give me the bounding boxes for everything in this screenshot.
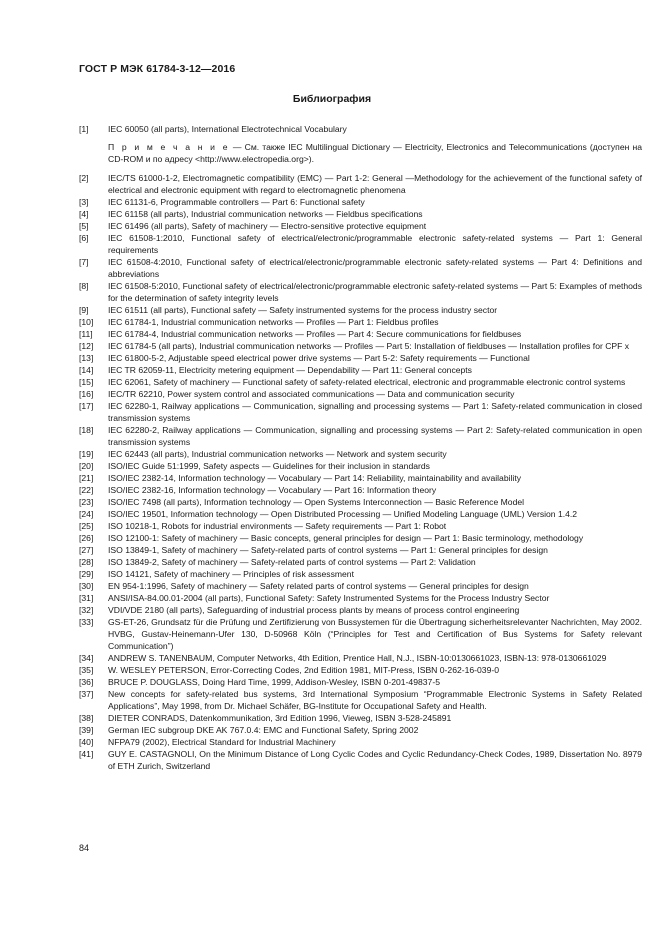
reference-text: IEC 61784-1, Industrial communication networks — Profiles — Part 1: Fieldbus profiles (108, 317, 439, 327)
reference-text: IEC 62280-1, Railway applications — Communication, signalling and processing systems — Part 1: Safety-related communication in closed transmission systems (108, 401, 642, 423)
reference-text: New concepts for safety-related bus systems, 3rd International Symposium “Programmable Electronic Systems in Safety Related Applications”, May 1998, from Dr. Michael Schäfer, BG-Institute for Occupational Safety and Health. (108, 689, 642, 711)
reference-item (79, 232, 642, 256)
reference-item (79, 460, 642, 472)
document-header: ГОСТ Р МЭК 61784-3-12—2016 (79, 63, 236, 75)
reference-text: IEC 62061, Safety of machinery — Functional safety of safety-related electrical, electronic and programmable electronic control systems (108, 377, 626, 387)
reference-number: [35] (79, 665, 94, 675)
reference-note (108, 141, 642, 165)
reference-text: GS-ET-26, Grundsatz für die Prüfung und Zertifizierung von Bussystemen für die Übertragung sicherheitsrelevanter Nachrichten, May 2002. HVBG, Gustav-Heinemann-Ufer 130, D-50968 Köln (“Principles for Test and Certification of Bus Systems for Safety relevant Communication”) (108, 617, 642, 651)
note-text: — См. также IEC Multilingual Dictionary — Electricity, Electronics and Telecommunications (доступен на CD-ROM и по адресу <http://www.electropedia.org>). (108, 142, 642, 164)
section-title: Библиография (292, 93, 372, 105)
reference-number: [20] (79, 461, 94, 471)
reference-item (79, 364, 642, 376)
reference-number: [39] (79, 725, 94, 735)
reference-text: IEC 61508-4:2010, Functional safety of electrical/electronic/programmable electronic safety-related systems — Part 4: Definitions and abbreviations (108, 257, 642, 279)
reference-text: IEC/TR 62210, Power system control and associated communications — Data and communication security (108, 389, 515, 399)
reference-number: [23] (79, 497, 94, 507)
reference-text: ISO 13849-2, Safety of machinery — Safety-related parts of control systems — Part 2: Validation (108, 557, 476, 567)
reference-number: [2] (79, 173, 89, 183)
reference-number: [21] (79, 473, 94, 483)
reference-text: IEC 61131-6, Programmable controllers — Part 6: Functional safety (108, 197, 365, 207)
reference-text: ISO 12100-1: Safety of machinery — Basic concepts, general principles for design — Part 1: Basic terminology, methodology (108, 533, 584, 543)
reference-text: German IEC subgroup DKE AK 767.0.4: EMC and Functional Safety, Spring 2002 (108, 725, 419, 735)
reference-number: [7] (79, 257, 89, 267)
reference-item (79, 220, 642, 232)
reference-number: [31] (79, 593, 94, 603)
reference-item (79, 424, 642, 448)
reference-item (79, 208, 642, 220)
reference-text: ISO 14121, Safety of machinery — Principles of risk assessment (108, 569, 354, 579)
reference-text: IEC 61508-1:2010, Functional safety of electrical/electronic/programmable electronic safety-related systems — Part 1: General requirements (108, 233, 642, 255)
reference-item (79, 484, 642, 496)
reference-number: [9] (79, 305, 89, 315)
reference-item (79, 556, 642, 568)
reference-item (79, 376, 642, 388)
reference-text: ISO 13849-1, Safety of machinery — Safety-related parts of control systems — Part 1: General principles for design (108, 545, 548, 555)
reference-item (79, 123, 642, 135)
reference-text: ISO/IEC 7498 (all parts), Information technology — Open Systems Interconnection — Basic Reference Model (108, 497, 525, 507)
reference-number: [14] (79, 365, 94, 375)
reference-number: [10] (79, 317, 94, 327)
reference-text: BRUCE P. DOUGLASS, Doing Hard Time, 1999, Addison-Wesley, ISBN 0-201-49837-5 (108, 677, 440, 687)
reference-number: [15] (79, 377, 94, 387)
reference-number: [22] (79, 485, 94, 495)
reference-item (79, 736, 642, 748)
reference-number: [3] (79, 197, 89, 207)
reference-item (79, 604, 642, 616)
reference-item (79, 352, 642, 364)
reference-item (79, 448, 642, 460)
reference-text: ISO/IEC Guide 51:1999, Safety aspects — Guidelines for their inclusion in standards (108, 461, 430, 471)
reference-item (79, 316, 642, 328)
reference-text: IEC 61511 (all parts), Functional safety — Safety instrumented systems for the process industry sector (108, 305, 498, 315)
reference-item (79, 592, 642, 604)
reference-number: [19] (79, 449, 94, 459)
note-label: П р и м е ч а н и е (108, 142, 230, 152)
reference-item (79, 508, 642, 520)
reference-item (79, 652, 642, 664)
reference-item (79, 328, 642, 340)
reference-number: [13] (79, 353, 94, 363)
reference-item (79, 712, 642, 724)
reference-number: [27] (79, 545, 94, 555)
reference-number: [4] (79, 209, 89, 219)
reference-item (79, 580, 642, 592)
reference-text: IEC 62443 (all parts), Industrial communication networks — Network and system security (108, 449, 447, 459)
reference-text: ISO/IEC 2382-14, Information technology — Vocabulary — Part 14: Reliability, maintainability and availability (108, 473, 522, 483)
reference-text: DIETER CONRADS, Datenkommunikation, 3rd Edition 1996, Vieweg, ISBN 3-528-245891 (108, 713, 452, 723)
reference-item (79, 388, 642, 400)
reference-item (79, 256, 642, 280)
reference-text: IEC 61784-4, Industrial communication networks — Profiles — Part 4: Secure communications for fieldbuses (108, 329, 522, 339)
reference-number: [11] (79, 329, 93, 339)
reference-number: [37] (79, 689, 94, 699)
reference-text: ISO/IEC 19501, Information technology — Open Distributed Processing — Unified Modeling Language (UML) Version 1.4.2 (108, 509, 578, 519)
reference-number: [1] (79, 124, 89, 134)
bibliography-list (79, 123, 642, 772)
reference-item (79, 472, 642, 484)
reference-text: IEC 60050 (all parts), International Electrotechnical Vocabulary (108, 124, 347, 134)
reference-text: IEC 62280-2, Railway applications — Communication, signalling and processing systems — Part 2: Safety-related communication in open transmission systems (108, 425, 642, 447)
reference-number: [12] (79, 341, 94, 351)
reference-text: IEC/TS 61000-1-2, Electromagnetic compatibility (EMC) — Part 1-2: General —Methodology for the achievement of the functional safety of electrical and electronic equipment with regard to electromagnetic phenomena (108, 173, 642, 195)
reference-item (79, 616, 642, 652)
reference-item (79, 340, 642, 352)
reference-item (79, 724, 642, 736)
reference-item (79, 748, 642, 772)
reference-item (79, 496, 642, 508)
reference-text: W. WESLEY PETERSON, Error-Correcting Codes, 2nd Edition 1981, MIT-Press, ISBN 0-262-16-039-0 (108, 665, 500, 675)
reference-text: IEC 61800-5-2, Adjustable speed electrical power drive systems — Part 5-2: Safety requirements — Functional (108, 353, 530, 363)
reference-item (79, 304, 642, 316)
reference-text: VDI/VDE 2180 (all parts), Safeguarding of industrial process plants by means of process control engineering (108, 605, 520, 615)
reference-number: [34] (79, 653, 94, 663)
reference-text: ANSI/ISA-84.00.01-2004 (all parts), Functional Safety: Safety Instrumented Systems for the Process Industry Sector (108, 593, 550, 603)
reference-number: [6] (79, 233, 89, 243)
reference-number: [28] (79, 557, 94, 567)
reference-item (79, 664, 642, 676)
page-number: 84 (79, 843, 90, 853)
reference-item (79, 568, 642, 580)
reference-text: IEC 61496 (all parts), Safety of machinery — Electro-sensitive protective equipment (108, 221, 427, 231)
reference-item (79, 196, 642, 208)
reference-number: [30] (79, 581, 94, 591)
reference-text: ISO/IEC 2382-16, Information technology — Vocabulary — Part 16: Information theory (108, 485, 437, 495)
reference-number: [16] (79, 389, 94, 399)
reference-number: [25] (79, 521, 94, 531)
reference-number: [41] (79, 749, 94, 759)
reference-text: ANDREW S. TANENBAUM, Computer Networks, 4th Edition, Prentice Hall, N.J., ISBN-10:0130661023, ISBN-13: 978-0130661029 (108, 653, 607, 663)
reference-number: [17] (79, 401, 94, 411)
reference-number: [8] (79, 281, 89, 291)
reference-text: NFPA79 (2002), Electrical Standard for Industrial Machinery (108, 737, 336, 747)
reference-item (79, 520, 642, 532)
reference-number: [24] (79, 509, 94, 519)
reference-item (79, 172, 642, 196)
reference-number: [33] (79, 617, 94, 627)
reference-text: IEC 61158 (all parts), Industrial communication networks — Fieldbus specifications (108, 209, 423, 219)
reference-text: IEC 61508-5:2010, Functional safety of electrical/electronic/programmable electronic safety-related systems — Part 5: Examples of methods for the determination of safety integrity levels (108, 281, 642, 303)
reference-text: GUY E. CASTAGNOLI, On the Minimum Distance of Long Cyclic Codes and Cyclic Redundancy-Check Codes, 1989, Dissertation No. 8979 of ETH Zurich, Switzerland (108, 749, 642, 771)
reference-number: [40] (79, 737, 94, 747)
reference-number: [5] (79, 221, 89, 231)
reference-text: IEC 61784-5 (all parts), Industrial communication networks — Profiles — Part 5: Installation of fieldbuses — Installation profiles for CPF x (108, 341, 630, 351)
reference-item (79, 400, 642, 424)
reference-item (79, 688, 642, 712)
reference-number: [18] (79, 425, 94, 435)
reference-item (79, 544, 642, 556)
reference-text: IEC TR 62059-11, Electricity metering equipment — Dependability — Part 11: General concepts (108, 365, 472, 375)
reference-number: [26] (79, 533, 94, 543)
reference-item (79, 532, 642, 544)
reference-number: [32] (79, 605, 94, 615)
reference-text: EN 954-1:1996, Safety of machinery — Safety related parts of control systems — General principles for design (108, 581, 529, 591)
reference-number: [29] (79, 569, 94, 579)
reference-number: [38] (79, 713, 94, 723)
reference-number: [36] (79, 677, 94, 687)
reference-text: ISO 10218-1, Robots for industrial environments — Safety requirements — Part 1: Robot (108, 521, 447, 531)
reference-item (79, 280, 642, 304)
reference-item (79, 676, 642, 688)
